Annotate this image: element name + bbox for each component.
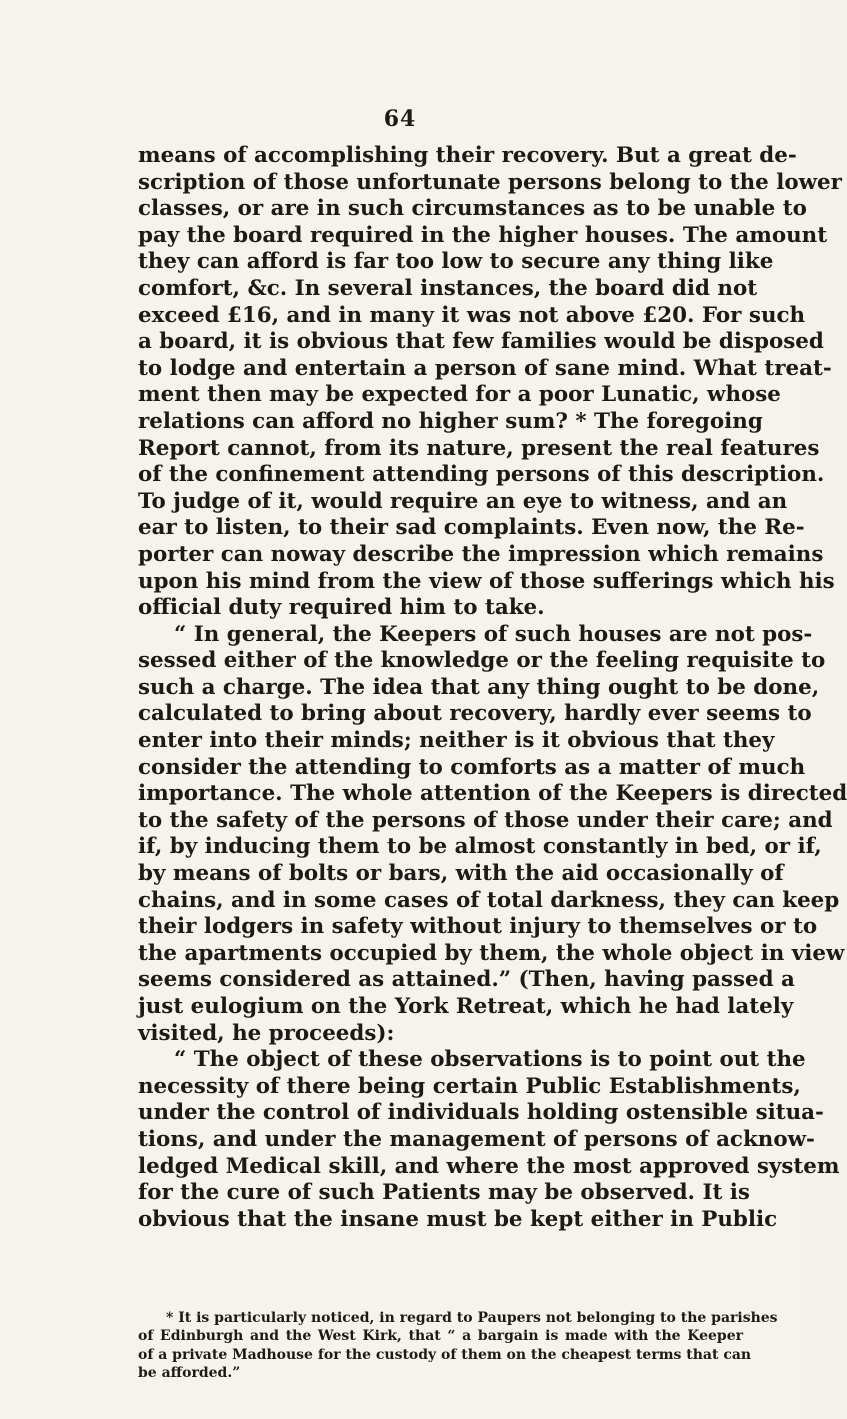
text-line: To judge of it, would require an eye to witness, and an <box>138 488 788 514</box>
text-line: porter can noway describe the impression which remains <box>138 541 824 567</box>
text-line: means of accomplishing their recovery. But a great de- <box>138 143 797 168</box>
text-line: importance. The whole attention of the Keepers is directed <box>138 781 847 807</box>
footnote-line: of Edinburgh and the West Kirk, that “ a bargain is made with the Keeper <box>138 1328 743 1345</box>
text-line: visited, he proceeds): <box>138 1020 395 1046</box>
text-line: by means of bolts or bars, with the aid occasionally of <box>138 861 784 887</box>
text-line: ledged Medical skill, and where the most approved system <box>138 1153 840 1179</box>
text-line: for the cure of such Patients may be observed. It is <box>138 1180 750 1206</box>
text-line: under the control of individuals holding ostensible situa- <box>138 1100 824 1126</box>
text-line: Report cannot, from its nature, present the real features <box>138 435 820 461</box>
text-line: calculated to bring about recovery, hardly ever seems to <box>138 701 812 727</box>
text-line: relations can afford no higher sum? * The foregoing <box>138 408 763 434</box>
text-line: chains, and in some cases of total darkness, they can keep <box>138 887 840 913</box>
text-line: classes, or are in such circumstances as to be unable to <box>138 196 807 222</box>
text-line: pay the board required in the higher houses. The amount <box>138 222 828 248</box>
paragraph-start-line: “ In general, the Keepers of such houses are not pos- <box>174 621 813 647</box>
text-line: sessed either of the knowledge or the feeling requisite to <box>138 648 826 674</box>
text-line: obvious that the insane must be kept either in Public <box>138 1206 778 1232</box>
text-line: just eulogium on the York Retreat, which he had lately <box>138 994 794 1019</box>
text-line: scription of those unfortunate persons belong to the lower <box>138 169 842 195</box>
paragraph-start-line: “ The object of these observations is to point out the <box>174 1047 806 1073</box>
footnote-line: be afforded.” <box>138 1365 241 1382</box>
text-line: enter into their minds; neither is it obvious that they <box>138 728 775 754</box>
body-text <box>138 143 847 1233</box>
text-line: they can afford is far too low to secure any thing like <box>138 249 774 275</box>
text-line: exceed £16, and in many it was not above £20. For such <box>138 302 806 328</box>
text-line: such a charge. The idea that any thing ought to be done, <box>138 674 820 700</box>
text-line: seems considered as attained.” (Then, having passed a <box>138 967 795 993</box>
text-line: comfort, &c. In several instances, the board did not <box>138 275 758 301</box>
page-number: 64 <box>383 106 417 132</box>
footnote-line: of a private Madhouse for the custody of them on the cheapest terms that can <box>138 1346 752 1363</box>
text-line: to lodge and entertain a person of sane mind. What treat- <box>138 355 832 381</box>
text-line: the apartments occupied by them, the whole object in view <box>138 940 845 966</box>
footnote-line: * It is particularly noticed, in regard to Paupers not belonging to the parishes <box>166 1310 778 1326</box>
text-line: tions, and under the management of persons of acknow- <box>138 1126 815 1152</box>
text-line: official duty required him to take. <box>138 595 545 621</box>
text-line: a board, it is obvious that few families would be disposed <box>138 329 824 355</box>
text-line: necessity of there being certain Public Establishments, <box>138 1073 801 1099</box>
text-line: of the confinement attending persons of this description. <box>138 462 825 488</box>
text-line: to the safety of the persons of those under their care; and <box>138 807 833 833</box>
text-line: ear to listen, to their sad complaints. Even now, the Re- <box>138 515 805 541</box>
footnote <box>138 1309 778 1383</box>
text-line: their lodgers in safety without injury to themselves or to <box>138 914 818 940</box>
text-line: upon his mind from the view of those sufferings which his <box>138 568 835 594</box>
text-line: consider the attending to comforts as a matter of much <box>138 754 806 780</box>
text-line: ment then may be expected for a poor Lunatic, whose <box>138 382 781 408</box>
text-line: if, by inducing them to be almost constantly in bed, or if, <box>138 834 822 860</box>
